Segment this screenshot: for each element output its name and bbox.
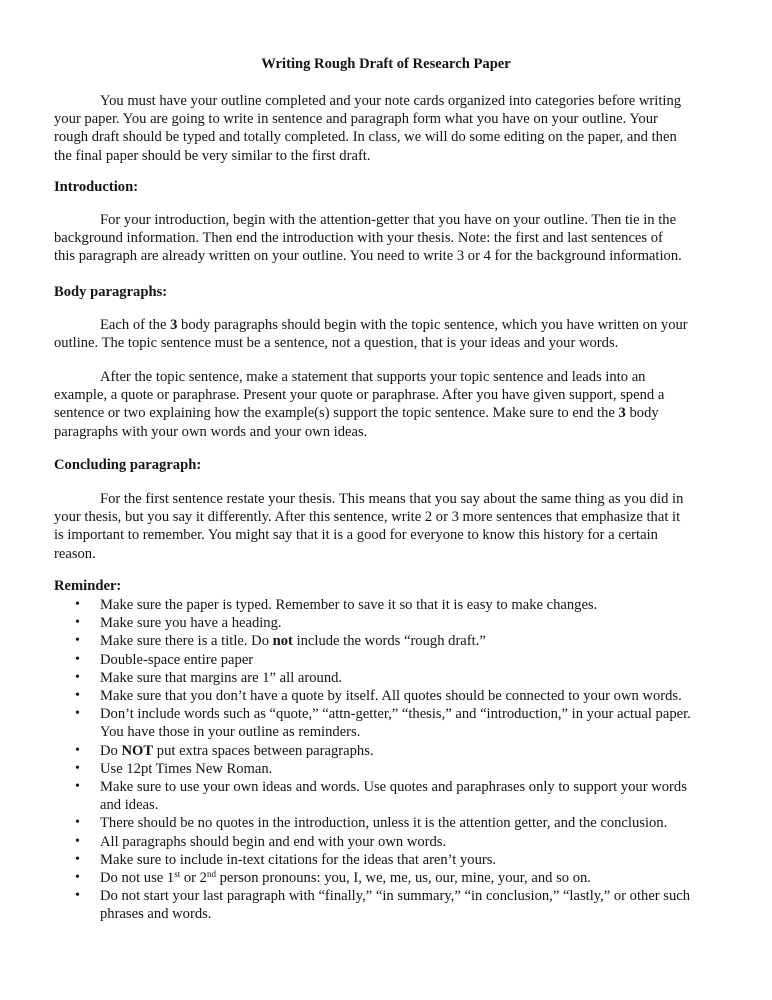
bullet-icon: • [75, 833, 80, 849]
text-line: Make sure to include in-text citations for the ideas that aren’t yours. [100, 851, 497, 868]
list-item [54, 614, 718, 632]
list-item [54, 669, 718, 687]
list-item [54, 596, 718, 614]
reminder-heading: Reminder: [54, 578, 122, 594]
bullet-icon: • [75, 870, 80, 886]
bullet-icon: • [75, 615, 80, 631]
list-item [54, 833, 718, 851]
text-line: You have those in your outline as reminders. [100, 724, 361, 741]
text-line: Make sure the paper is typed. Remember to save it so that it is easy to make changes. [100, 597, 598, 613]
emphasis: 3 [170, 317, 178, 333]
text-line: Make sure to use your own ideas and words. Use quotes and paraphrases only to support your words [100, 779, 687, 796]
list-item [54, 687, 718, 705]
superscript: st [174, 869, 181, 880]
bullet-icon: • [75, 815, 80, 831]
text-line: For your introduction, begin with the attention-getter that you have on your outline. Then tie in the [100, 212, 677, 228]
text-line: rough draft should be typed and totally completed. In class, we will do some editing on the paper, and then [54, 129, 677, 146]
document-title: Writing Rough Draft of Research Paper [261, 56, 511, 72]
introduction-paragraph [54, 211, 718, 266]
bullet-icon: • [75, 706, 80, 722]
text-run: sentence or two explaining how the example(s) support the topic sentence. Make sure to end the [54, 405, 619, 422]
text-line: your paper. You are going to write in sentence and paragraph form what you have on your outline. Your [54, 111, 658, 128]
bullet-icon: • [75, 851, 80, 867]
text-run: include the words “rough draft.” [292, 633, 486, 650]
text-line [54, 316, 718, 334]
text-line: After the topic sentence, make a statement that supports your topic sentence and leads into an [100, 369, 646, 385]
text-line: this paragraph are already written on your outline. You need to write 3 or 4 for the background information. [54, 248, 682, 265]
text-line: your thesis, but you say it differently. After this sentence, write 2 or 3 more sentences that emphasize that it [54, 509, 681, 526]
text-run: body [625, 405, 659, 422]
list-item [54, 705, 718, 741]
text-line: phrases and words. [100, 906, 212, 923]
text-line: and ideas. [100, 797, 159, 814]
text-run: Do [100, 742, 122, 759]
list-item [54, 814, 718, 832]
text-line: Make sure you have a heading. [100, 615, 282, 632]
text-run: or 2 [180, 870, 207, 887]
intro-paragraph [54, 92, 718, 165]
text-line: the final paper should be very similar to the first draft. [54, 147, 371, 164]
text-run: Do not use 1 [100, 870, 175, 887]
list-item [54, 887, 718, 923]
bullet-icon: • [75, 669, 80, 685]
text-run: Make sure there is a title. Do [100, 633, 273, 650]
text-line [54, 404, 718, 422]
bullet-icon: • [75, 760, 80, 776]
emphasis: not [272, 633, 293, 650]
text-line: reason. [54, 545, 96, 562]
concluding-paragraph [54, 490, 718, 563]
reminder-list [54, 596, 718, 924]
bullet-icon: • [75, 633, 80, 649]
bullet-icon: • [75, 888, 80, 904]
list-item [54, 632, 718, 650]
text-line [100, 869, 718, 887]
text-line: example, a quote or paraphrase. Present your quote or paraphrase. After you have given support, spend a [54, 387, 665, 404]
superscript: nd [206, 869, 216, 880]
emphasis: NOT [121, 742, 154, 759]
text-line: Make sure that margins are 1” all around. [100, 669, 343, 686]
text-run: put extra spaces between paragraphs. [153, 742, 374, 759]
concluding-heading: Concluding paragraph: [54, 457, 202, 473]
text-line [100, 742, 718, 760]
list-item [54, 742, 718, 760]
text-run: body paragraphs should begin with the topic sentence, which you have written on your [177, 317, 688, 333]
introduction-heading: Introduction: [54, 179, 139, 195]
bullet-icon: • [75, 779, 80, 795]
body-paragraph-1 [54, 316, 718, 352]
bullet-icon: • [75, 742, 80, 758]
list-item [54, 651, 718, 669]
list-item [54, 869, 718, 887]
list-item [54, 778, 718, 814]
emphasis: 3 [618, 405, 626, 422]
text-line: background information. Then end the introduction with your thesis. Note: the first and last sentences of [54, 230, 663, 247]
body-paragraphs-heading: Body paragraphs: [54, 284, 168, 300]
text-line: Double-space entire paper [100, 651, 254, 668]
text-line: Make sure that you don’t have a quote by itself. All quotes should be connected to your own words. [100, 688, 682, 705]
body-paragraph-2 [54, 368, 718, 441]
text-line: Do not start your last paragraph with “finally,” “in summary,” “in conclusion,” “lastly,” or other such [100, 888, 691, 905]
text-line: Use 12pt Times New Roman. [100, 760, 273, 777]
bullet-icon: • [75, 651, 80, 667]
bullet-icon: • [75, 597, 80, 612]
text-line: All paragraphs should begin and end with your own words. [100, 833, 447, 850]
text-line: There should be no quotes in the introduction, unless it is the attention getter, and the conclusion. [100, 815, 668, 832]
text-line: paragraphs with your own words and your own ideas. [54, 423, 368, 440]
bullet-icon: • [75, 688, 80, 704]
text-line: You must have your outline completed and your note cards organized into categories before writing [100, 93, 682, 109]
list-item [54, 851, 718, 869]
text-line: For the first sentence restate your thesis. This means that you say about the same thing as you did in [100, 491, 684, 507]
list-item [54, 760, 718, 778]
text-run: person pronouns: you, I, we, me, us, our, mine, your, and so on. [215, 870, 591, 887]
text-line [100, 632, 718, 650]
text-line: outline. The topic sentence must be a sentence, not a question, that is your ideas and your words. [54, 335, 619, 352]
text-run: Each of the [100, 317, 171, 333]
text-line: Don’t include words such as “quote,” “attn-getter,” “thesis,” and “introduction,” in your actual paper. [100, 706, 691, 723]
text-line: is important to remember. You might say that it is a good for everyone to know this history for a certain [54, 527, 658, 544]
